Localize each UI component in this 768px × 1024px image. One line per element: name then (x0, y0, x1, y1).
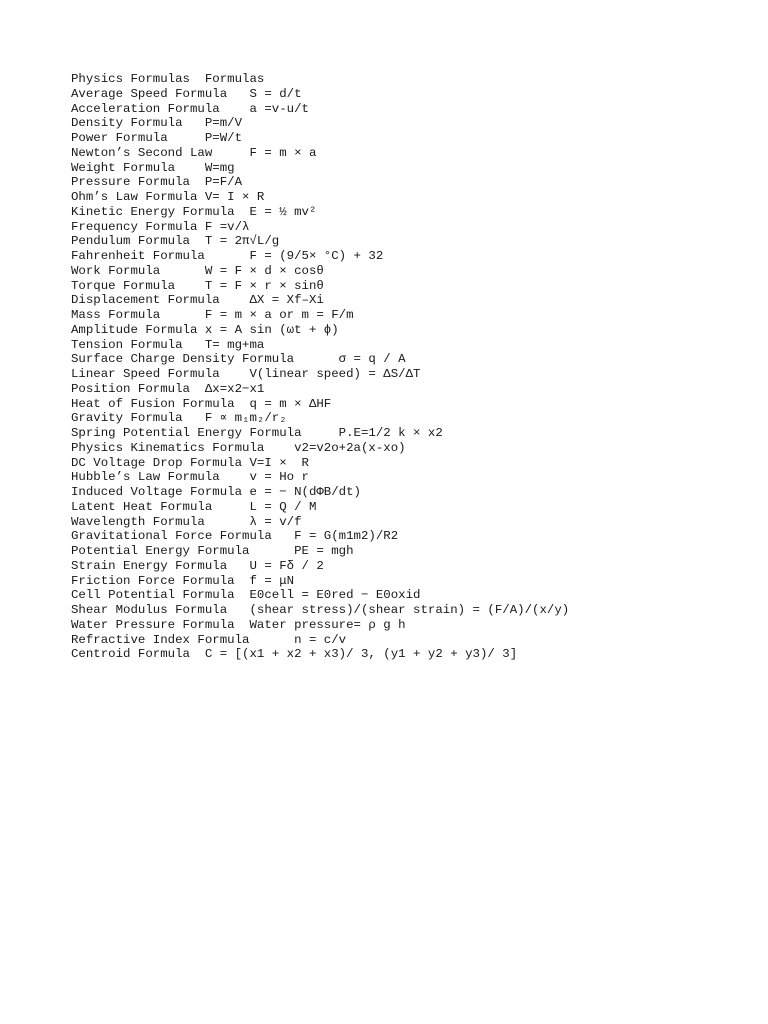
formula-line-strain-energy: Strain Energy Formula U = Fδ / 2 (71, 558, 324, 573)
formula-line-heat-of-fusion: Heat of Fusion Formula q = m × ΔHF (71, 396, 332, 411)
formula-line-density: Density Formula P=m/V (71, 116, 243, 131)
formula-line-average-speed: Average Speed Formula S = d/t (71, 86, 302, 101)
formula-line-spring-potential-energy: Spring Potential Energy Formula P.E=1/2 k × x2 (71, 426, 443, 440)
formula-line-centroid: Centroid Formula C = [(x1 + x2 + x3)/ 3, (y1 + y2 + y3)/ 3] (71, 647, 518, 662)
formula-line-gravity: Gravity Formula F ∝ m₁m₂/r₂ (71, 411, 287, 426)
formula-line-gravitational-force: Gravitational Force Formula F = G(m1m2)/R2 (71, 529, 399, 544)
formula-line-work: Work Formula W = F × d × cosθ (71, 263, 324, 278)
formula-line-acceleration: Acceleration Formula a =v-u/t (71, 101, 309, 116)
formula-line-induced-voltage: Induced Voltage Formula e = − N(dΦB/dt) (71, 485, 361, 499)
formula-line-position: Position Formula Δx=x2−x1 (71, 381, 265, 396)
formula-line-wavelength: Wavelength Formula λ = v/f (71, 514, 302, 529)
document-title: Physics Formulas Formulas (71, 72, 265, 86)
formula-line-water-pressure: Water Pressure Formula Water pressure= ρ g h (71, 617, 406, 632)
formula-line-hubbles-law: Hubble’s Law Formula v = Ho r (71, 470, 309, 485)
formula-line-surface-charge-density: Surface Charge Density Formula σ = q / A (71, 352, 406, 367)
formula-line-pendulum: Pendulum Formula T = 2π√L/g (71, 234, 280, 249)
formula-line-friction-force: Friction Force Formula f = μN (71, 573, 295, 588)
formula-line-ohms-law: Ohm’s Law Formula V= I × R (71, 190, 265, 204)
formula-line-weight: Weight Formula W=mg (71, 160, 235, 175)
formula-line-physics-kinematics: Physics Kinematics Formula v2=v2o+2a(x-xo) (71, 440, 406, 455)
formula-line-kinetic-energy: Kinetic Energy Formula E = ½ mv² (71, 204, 317, 219)
formula-line-amplitude: Amplitude Formula x = A sin (ωt + ϕ) (71, 322, 339, 337)
formula-line-tension: Tension Formula T= mg+ma (71, 337, 265, 352)
formula-line-fahrenheit: Fahrenheit Formula F = (9/5× °C) + 32 (71, 249, 384, 263)
formula-line-linear-speed: Linear Speed Formula V(linear speed) = ΔS/ΔT (71, 367, 421, 381)
formula-line-mass: Mass Formula F = m × a or m = F/m (71, 308, 354, 322)
formula-line-dc-voltage-drop: DC Voltage Drop Formula V=I × R (71, 455, 309, 470)
formula-line-frequency: Frequency Formula F =v/λ (71, 219, 250, 234)
formula-line-newtons-second-law: Newton’s Second Law F = m × a (71, 145, 317, 160)
formula-line-torque: Torque Formula T = F × r × sinθ (71, 278, 324, 293)
formula-line-pressure: Pressure Formula P=F/A (71, 175, 243, 190)
formula-line-power: Power Formula P=W/t (71, 131, 243, 145)
formula-line-shear-modulus: Shear Modulus Formula (shear stress)/(shear strain) = (F/A)/(x/y) (71, 603, 570, 617)
formula-line-potential-energy: Potential Energy Formula PE = mgh (71, 544, 354, 558)
formula-line-cell-potential: Cell Potential Formula E0cell = E0red − E0oxid (71, 588, 421, 603)
document-page (71, 72, 751, 662)
formula-line-refractive-index: Refractive Index Formula n = c/v (71, 632, 347, 647)
formula-line-displacement: Displacement Formula ΔX = Xf–Xi (71, 293, 324, 308)
formula-line-latent-heat: Latent Heat Formula L = Q / M (71, 499, 317, 514)
